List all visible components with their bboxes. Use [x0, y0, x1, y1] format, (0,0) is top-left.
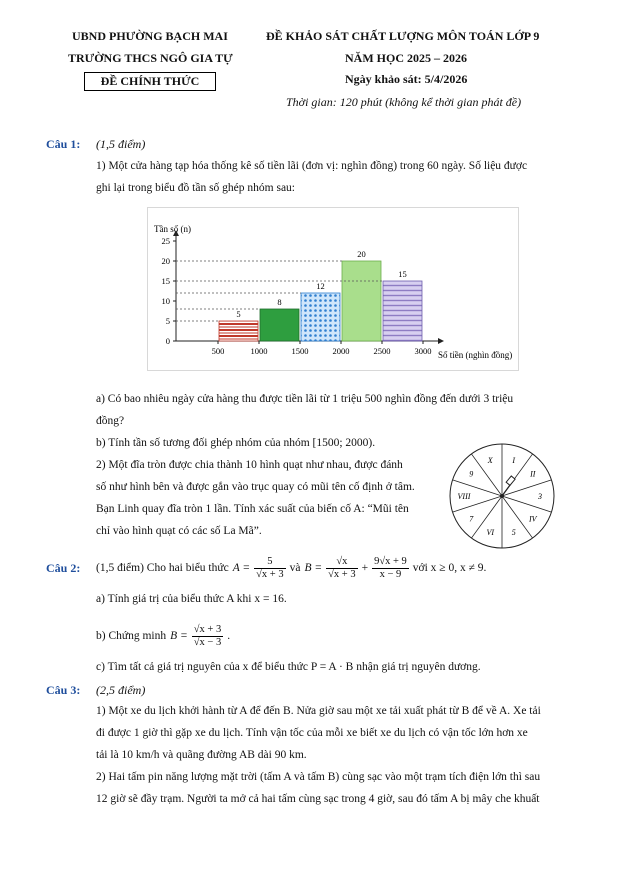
- q3-label: Câu 3:: [46, 683, 81, 697]
- x-axis-label: Số tiền (nghìn đồng): [438, 350, 513, 360]
- q2-label: Câu 2:: [46, 561, 81, 575]
- q2-part-b: [96, 618, 230, 654]
- q2-B-num1: √x: [326, 556, 357, 569]
- q3-p1-line3: tải là 10 km/h và quãng đường AB dài 90 km.: [96, 749, 307, 761]
- q2-b-fraction: [192, 624, 223, 649]
- y-tick-label: 25: [161, 236, 170, 246]
- y-tick-label: 5: [165, 316, 170, 326]
- q1-points: (1,5 điểm): [96, 137, 146, 151]
- x-tick-label: 1000: [250, 346, 268, 356]
- bar: [219, 321, 258, 341]
- wheel-sector-label: VIII: [457, 492, 471, 501]
- wheel-sector-label: IV: [528, 514, 537, 524]
- wheel-sector-label: II: [530, 469, 536, 479]
- q2-B-frac1: [326, 556, 357, 581]
- x-axis-arrow-icon: [438, 338, 444, 344]
- y-tick-label: 10: [161, 296, 170, 306]
- q2-condition: với x ≥ 0, x ≠ 9.: [412, 562, 487, 574]
- q3-body: [96, 700, 541, 810]
- school-authority: UBND PHƯỜNG BẠCH MAI: [72, 29, 228, 43]
- school-year: NĂM HỌC 2025 – 2026: [345, 51, 467, 65]
- q2-B-num2: 9√x + 9: [374, 555, 407, 567]
- histogram-svg: [148, 208, 518, 370]
- q1-p1-line2: ghi lại trong biểu đồ tần số ghép nhóm sau:: [96, 182, 295, 194]
- wheel-sector-label: I: [512, 455, 516, 465]
- q1-a-line1: a) Có bao nhiêu ngày cửa hàng thu được tiền lãi từ 1 triệu 500 nghìn đồng đến dưới 3 triệu: [96, 393, 514, 405]
- q1-p2-line2: số như hình bên và được gắn vào trục quay có mũi tên cố định ở tâm.: [96, 481, 415, 493]
- q3-p2-line2: 12 giờ sẽ đầy trạm. Người ta mở cả hai tấm cùng sạc trong 4 giờ, sau đó tấm A bị mây che khuất: [96, 793, 540, 805]
- school-name: TRƯỜNG THCS NGÔ GIA TỰ: [68, 51, 233, 65]
- q3-p1-line1: 1) Một xe du lịch khởi hành từ A để đến B. Nửa giờ sau một xe tải xuất phát từ B để về A. Xe tải: [96, 705, 541, 717]
- q1-p2-line3: Bạn Linh quay đĩa tròn 1 lần. Tính xác suất của biến cố A: “Mũi tên: [96, 503, 409, 515]
- wheel-svg: [447, 441, 557, 551]
- q2-b-lhs: B =: [170, 630, 188, 642]
- time-note: Thời gian: 120 phút (không kể thời gian phát đề): [286, 95, 522, 109]
- wheel-sector-label: 3: [538, 492, 542, 501]
- exam-date: Ngày khảo sát: 5/4/2026: [345, 72, 468, 86]
- q2-and: và: [289, 562, 301, 574]
- x-tick-label: 2500: [373, 346, 391, 356]
- q2-B-den1: √x + 3: [328, 568, 356, 580]
- bar-value-label: 8: [277, 297, 282, 307]
- q1-part1-text: [96, 155, 527, 199]
- bar: [383, 281, 422, 341]
- q2-b-prefix: b) Chứng minh: [96, 630, 167, 642]
- bar-value-label: 5: [236, 309, 241, 319]
- q2-B-frac2: [372, 556, 409, 581]
- q3-p2-line1: 2) Hai tấm pin năng lượng mặt trời (tấm A và tấm B) cùng sạc vào một trạm tích điện lớn thì sau: [96, 771, 541, 783]
- bar-value-label: 12: [316, 281, 325, 291]
- q1-p1-line1: 1) Một cửa hàng tạp hóa thống kê số tiền lãi (đơn vị: nghìn đồng) trong 60 ngày. Số liệu được: [96, 160, 528, 172]
- wheel-sector-label: 5: [511, 528, 516, 538]
- y-tick-label: 0: [165, 336, 170, 346]
- exam-title: ĐỀ KHẢO SÁT CHẤT LƯỢNG MÔN TOÁN LỚP 9: [266, 29, 540, 43]
- x-tick-label: 500: [211, 346, 225, 356]
- q2-part-a: a) Tính giá trị của biểu thức A khi x = 16.: [96, 593, 287, 605]
- bar-value-label: 20: [357, 249, 366, 259]
- bar-value-label: 15: [398, 269, 407, 279]
- q2-intro: [96, 550, 486, 586]
- q2-intro-text: (1,5 điểm) Cho hai biểu thức: [96, 562, 229, 574]
- wheel-sector-label: 7: [469, 514, 474, 524]
- q3-points: (2,5 điểm): [96, 683, 146, 697]
- wheel-sector-label: 9: [469, 469, 474, 479]
- q2-A-fraction: [254, 556, 285, 581]
- q2-plus: +: [361, 562, 369, 574]
- spinner-wheel: [447, 441, 557, 551]
- q2-b-den: √x − 3: [193, 636, 222, 648]
- q1-b-text: b) Tính tần số tương đối ghép nhóm của nhóm [1500; 2000).: [96, 437, 376, 449]
- q2-b-num: √x + 3: [193, 623, 222, 635]
- q1-a-line2: đồng?: [96, 415, 125, 427]
- x-tick-label: 1500: [291, 346, 309, 356]
- q2-A-num: 5: [254, 556, 285, 569]
- y-axis-label: Tần số (n): [154, 224, 191, 234]
- q2-A-den: √x + 3: [256, 568, 284, 580]
- y-tick-label: 20: [161, 256, 170, 266]
- y-tick-label: 15: [161, 276, 170, 286]
- wheel-sector-label: X: [487, 455, 493, 465]
- bar: [342, 261, 381, 341]
- official-badge: ĐỀ CHÍNH THỨC: [84, 72, 216, 91]
- q1-p2-line1: 2) Một đĩa tròn được chia thành 10 hình quạt như nhau, được đánh: [96, 459, 403, 471]
- x-tick-label: 2000: [332, 346, 350, 356]
- bar: [260, 309, 299, 341]
- q1-label: Câu 1:: [46, 137, 81, 151]
- frequency-histogram: [147, 207, 519, 371]
- q1-p2-line4: chỉ vào hình quạt có các số La Mã”.: [96, 525, 262, 537]
- q3-p1-line2: đi được 1 giờ thì gặp xe du lịch. Tính vận tốc của mỗi xe biết xe du lịch có vận tốc lớn hơn xe: [96, 727, 528, 739]
- q2-part-c: c) Tìm tất cả giá trị nguyên của x để biểu thức P = A · B nhận giá trị nguyên dương.: [96, 661, 481, 673]
- bar: [301, 293, 340, 341]
- q2-B-lhs: B =: [304, 562, 323, 574]
- q2-B-den2: x − 9: [379, 568, 402, 580]
- q2-b-dot: .: [227, 630, 231, 642]
- x-tick-label: 3000: [414, 346, 432, 356]
- wheel-sector-label: VI: [486, 528, 495, 538]
- q2-A-lhs: A =: [232, 562, 251, 574]
